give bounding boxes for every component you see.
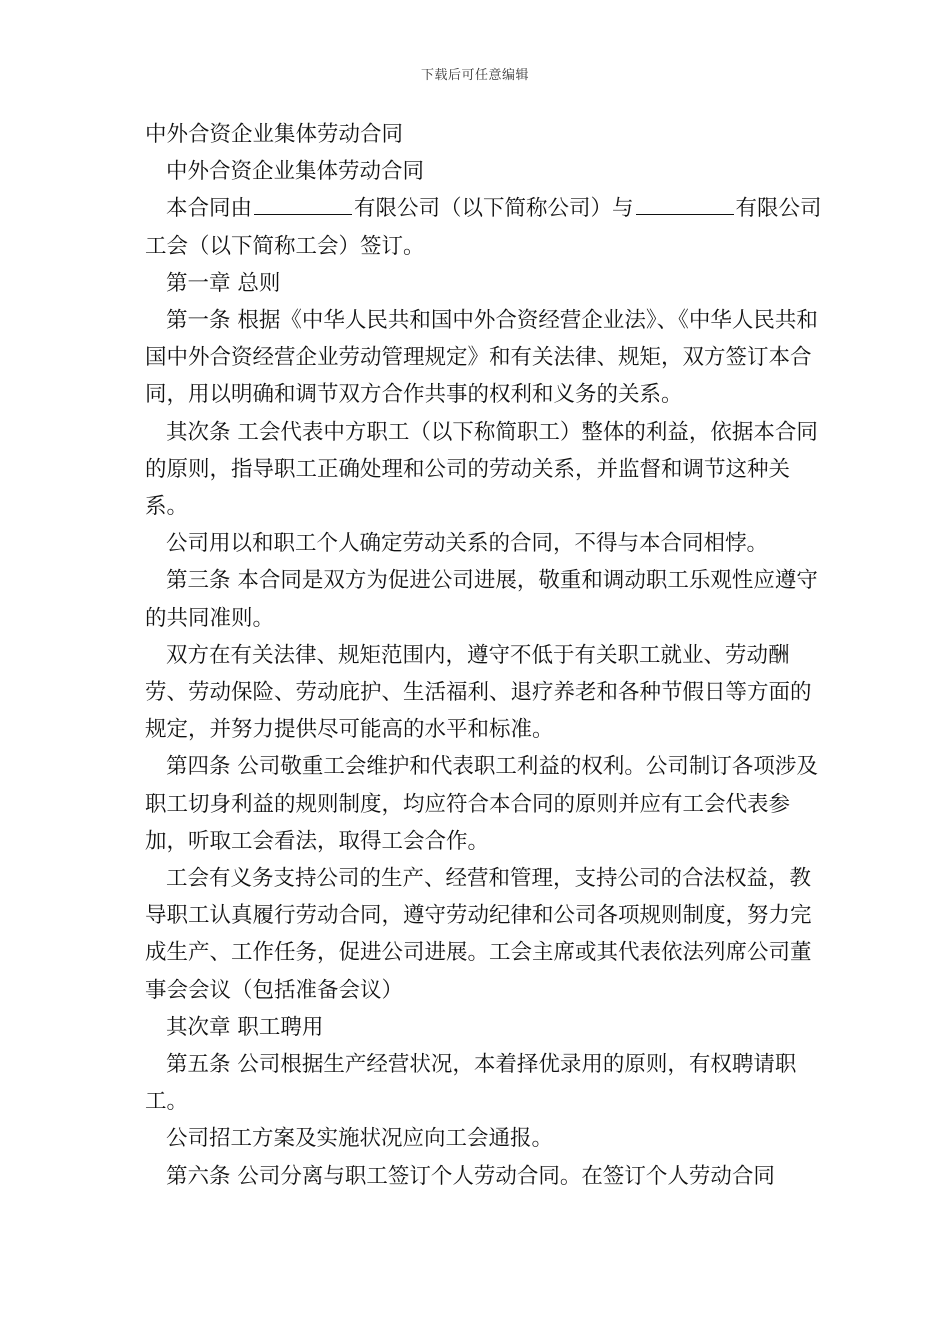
article-5-detail: 公司招工方案及实施状况应向工会通报。	[166, 1126, 554, 1152]
document-title: 中外合资企业集体劳动合同	[145, 122, 404, 147]
document-body	[145, 116, 825, 1195]
article-5: 第五条 公司根据生产经营状况，本着择优录用的原则，有权聘请职工。	[145, 1052, 797, 1115]
union-name-blank	[636, 192, 734, 215]
article-3: 第三条 本合同是双方为促进公司进展，敬重和调动职工乐观性应遵守的共同准则。	[145, 568, 818, 631]
article-2-note: 公司用以和职工个人确定劳动关系的合同，不得与本合同相悖。	[166, 531, 769, 557]
article-4: 第四条 公司敬重工会维护和代表职工利益的权利。公司制订各项涉及职工切身利益的规则制度，均应符合本合同的原则并应有工会代表参加，听取工会看法，取得工会合作。	[145, 754, 818, 854]
contract-parties-paragraph	[145, 190, 825, 264]
chapter-heading-2: 其次章 职工聘用	[166, 1014, 324, 1040]
contract-heading: 中外合资企业集体劳动合同	[166, 159, 425, 185]
article-2: 其次条 工会代表中方职工（以下称简职工）整体的利益，依据本合同的原则，指导职工正确处理和公司的劳动关系，并监督和调节这种关系。	[145, 419, 818, 520]
company-name-blank	[254, 192, 352, 215]
article-1: 第一条 根据《中华人民共和国中外合资经营企业法》、《中华人民共和国中外合资经营企业劳动管理规定》和有关法律、规矩，双方签订本合同，用以明确和调节双方合作共事的权利和义务的关系。	[145, 308, 818, 408]
parties-text-3: 有限公司工会（以下简称工会）签订。	[145, 196, 822, 259]
parties-text-1: 本合同由	[166, 196, 253, 222]
page-header: 下载后可任意编辑	[420, 68, 529, 83]
parties-text-2: 有限公司（以下简称公司）与	[354, 196, 634, 222]
article-3-detail: 双方在有关法律、规矩范围内，遵守不低于有关职工就业、劳动酬劳、劳动保险、劳动庇护、生活福利、退疗养老和各种节假日等方面的规定，并努力提供尽可能高的水平和标准。	[145, 642, 812, 743]
chapter-heading-1: 第一章 总则	[166, 270, 281, 296]
article-6: 第六条 公司分离与职工签订个人劳动合同。在签订个人劳动合同	[166, 1163, 775, 1189]
article-4-detail: 工会有义务支持公司的生产、经营和管理，支持公司的合法权益，教导职工认真履行劳动合同，遵守劳动纪律和公司各项规则制度，努力完成生产、工作任务，促进公司进展。工会主席或其代表依法列席公司董事会会议（包括准备会议）	[145, 866, 812, 1003]
